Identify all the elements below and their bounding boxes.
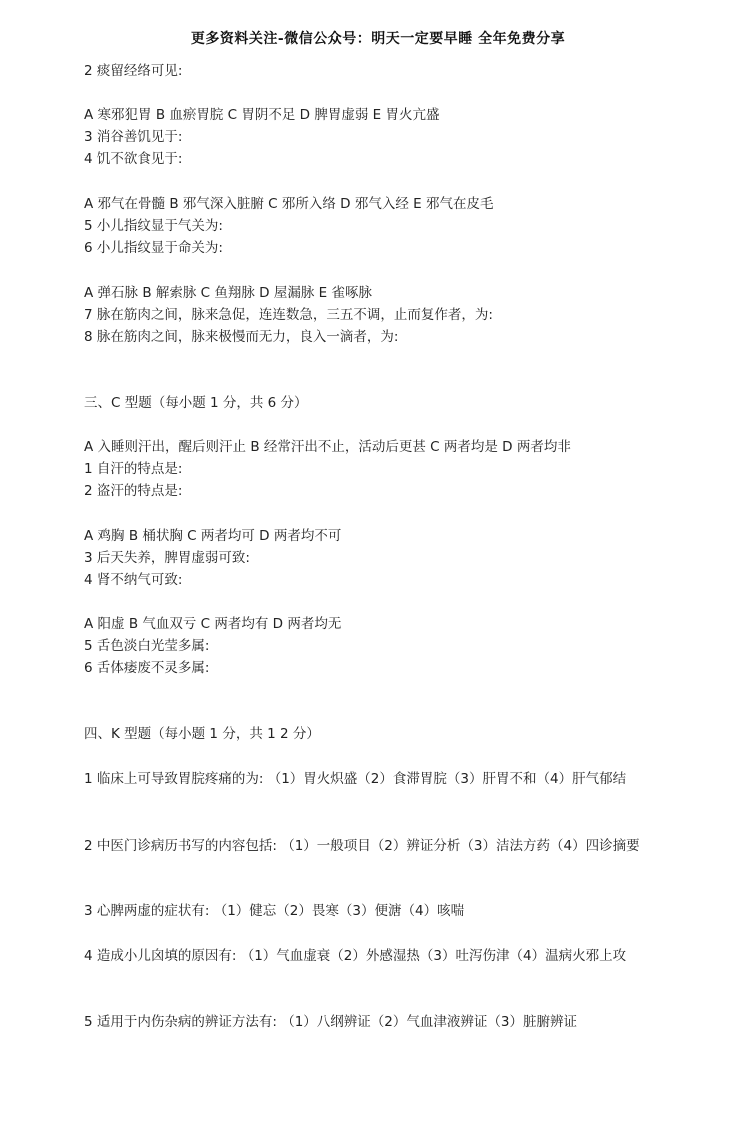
question-line: 2 盗汗的特点是:: [84, 483, 183, 499]
page-header: 更多资料关注-微信公众号：明天一定要早睡 全年免费分享: [190, 31, 566, 47]
section-heading: 四、K 型题（每小题 1 分，共 1 2 分）: [84, 726, 320, 742]
question-line: 2 痰留经络可见:: [84, 63, 183, 79]
question-line: 4 造成小儿囟填的原因有: （1）气血虚衰（2）外感湿热（3）吐泻伤津（4）温病火邪上攻: [84, 948, 627, 964]
question-line: 4 饥不欲食见于:: [84, 151, 183, 167]
question-line: 6 小儿指纹显于命关为:: [84, 240, 223, 256]
option-line: A 邪气在骨髓 B 邪气深入脏腑 C 邪所入络 D 邪气入经 E 邪气在皮毛: [84, 196, 494, 212]
option-line: A 入睡则汗出，醒后则汗止 B 经常汗出不止，活动后更甚 C 两者均是 D 两者均非: [84, 439, 571, 455]
question-line: 5 小儿指纹显于气关为:: [84, 218, 223, 234]
question-line: 3 消谷善饥见于:: [84, 129, 183, 145]
section-heading: 三、C 型题（每小题 1 分，共 6 分）: [84, 395, 308, 411]
question-line: 7 脉在筋肉之间，脉来急促，连连数急，三五不调，止而复作者，为:: [84, 307, 493, 323]
option-line: A 阳虚 B 气血双亏 C 两者均有 D 两者均无: [84, 616, 342, 632]
question-line: 5 舌色淡白光莹多属:: [84, 638, 210, 654]
question-line: 2 中医门诊病历书写的内容包括: （1）一般项目（2）辨证分析（3）洁法方药（4）四诊摘要: [84, 838, 640, 854]
option-line: A 寒邪犯胃 B 血瘀胃脘 C 胃阴不足 D 脾胃虚弱 E 胃火亢盛: [84, 107, 440, 123]
question-line: 5 适用于内伤杂病的辨证方法有: （1）八纲辨证（2）气血津液辨证（3）脏腑辨证: [84, 1014, 577, 1030]
question-line: 1 自汗的特点是:: [84, 461, 183, 477]
question-line: 4 肾不纳气可致:: [84, 572, 183, 588]
question-line: 8 脉在筋肉之间，脉来极慢而无力，良入一滴者，为:: [84, 329, 399, 345]
question-line: 1 临床上可导致胃脘疼痛的为: （1）胃火炽盛（2）食滞胃脘（3）肝胃不和（4）肝气郁结: [84, 771, 627, 787]
question-line: 3 后天失养，脾胃虚弱可致:: [84, 550, 250, 566]
option-line: A 弹石脉 B 解索脉 C 鱼翔脉 D 屋漏脉 E 雀啄脉: [84, 285, 372, 301]
option-line: A 鸡胸 B 桶状胸 C 两者均可 D 两者均不可: [84, 528, 342, 544]
question-line: 3 心脾两虚的症状有: （1）健忘（2）畏寒（3）便溏（4）咳喘: [84, 903, 465, 919]
question-line: 6 舌体痿废不灵多属:: [84, 660, 210, 676]
